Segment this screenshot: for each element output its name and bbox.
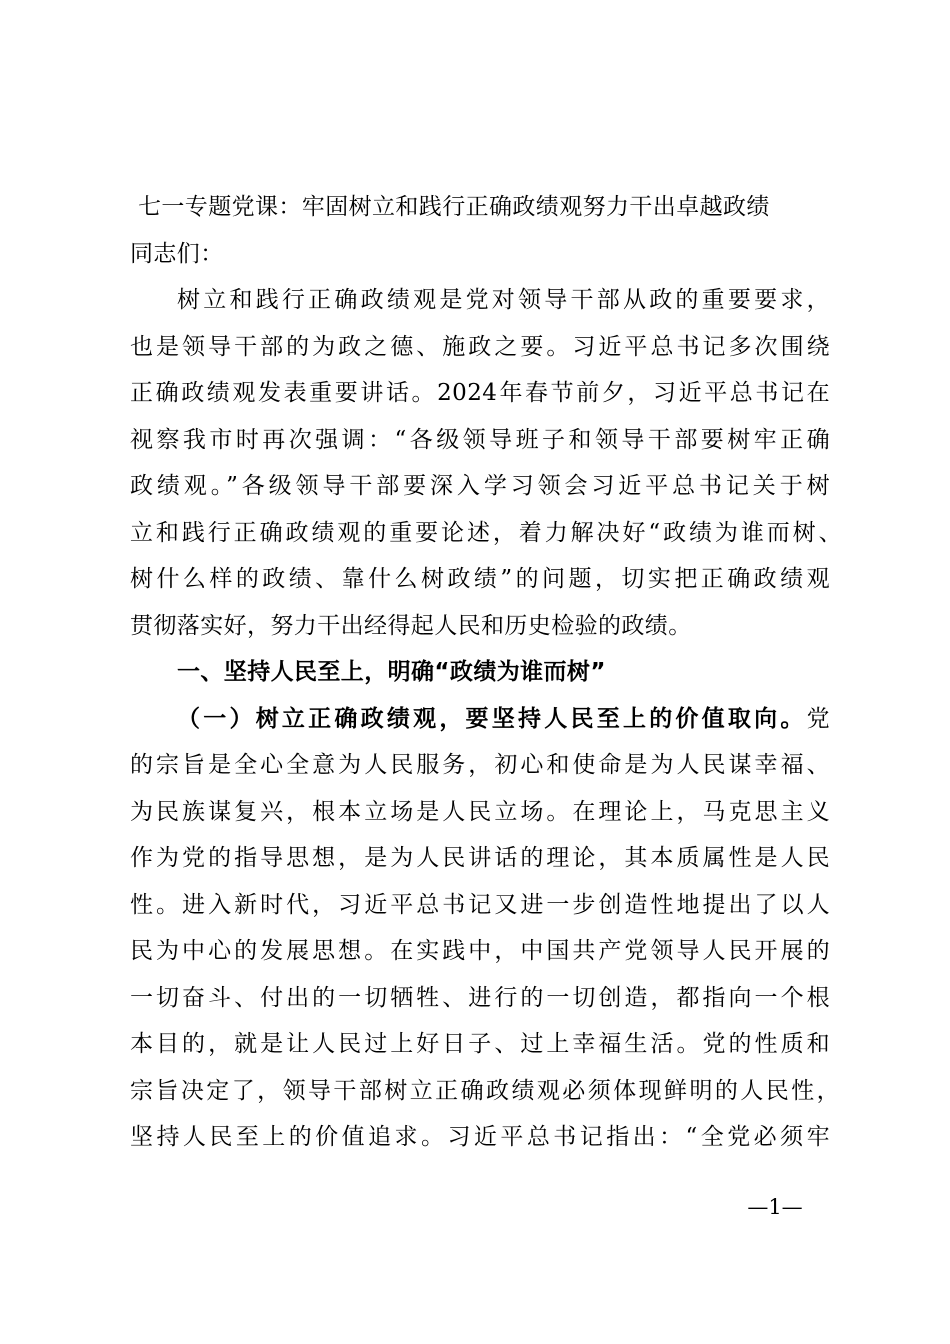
paragraph-line: 作为党的指导思想，是为人民讲话的理论，其本质属性是人民 (130, 845, 830, 871)
paragraph-line: 的宗旨是全心全意为人民服务，初心和使命是为人民谋幸福、 (130, 752, 830, 778)
page-number: —1— (747, 1195, 803, 1219)
paragraph-line: 宗旨决定了，领导干部树立正确政绩观必须体现鲜明的人民性， (130, 1077, 840, 1104)
salutation: 同志们： (130, 240, 224, 267)
paragraph-line: 为民族谋复兴，根本立场是人民立场。在理论上，马克思主义 (130, 798, 830, 825)
paragraph-line: 正确政绩观发表重要讲话。2024年春节前夕，习近平总书记在 (130, 380, 830, 406)
section-heading: 一、坚持人民至上，明确“政绩为谁而树” (177, 659, 606, 685)
paragraph-line: 树立和践行正确政绩观是党对领导干部从政的重要要求， (177, 287, 830, 313)
paragraph-line: 一切奋斗、付出的一切牺牲、进行的一切创造，都指向一个根 (130, 984, 830, 1011)
paragraph-line: 视察我市时再次强调：“各级领导班子和领导干部要树牢正确 (130, 426, 830, 453)
paragraph-line: 树什么样的政绩、靠什么树政绩”的问题，切实把正确政绩观 (130, 566, 830, 592)
document-title: 七一专题党课：牢固树立和践行正确政绩观努力干出卓越政绩 (138, 194, 770, 220)
sub-heading-line (130, 696, 830, 743)
paragraph-line: 民为中心的发展思想。在实践中，中国共产党领导人民开展的 (130, 938, 830, 964)
paragraph-line: 政绩观。”各级领导干部要深入学习领会习近平总书记关于树 (130, 473, 830, 499)
document-body (130, 184, 842, 1161)
paragraph-line: 也是领导干部的为政之德、施政之要。习近平总书记多次围绕 (130, 333, 830, 360)
paragraph-line: 本目的，就是让人民过上好日子、过上幸福生活。党的性质和 (130, 1031, 830, 1057)
paragraph-line: 性。进入新时代，习近平总书记又进一步创造性地提出了以人 (130, 891, 830, 918)
sub-heading-tail: 党 (806, 705, 830, 732)
paragraph-line: 贯彻落实好，努力干出经得起人民和历史检验的政绩。 (130, 612, 692, 639)
paragraph-line: 坚持人民至上的价值追求。习近平总书记指出：“全党必须牢 (130, 1124, 830, 1150)
paragraph-line: 立和践行正确政绩观的重要论述，着力解决好“政绩为谁而树、 (130, 519, 842, 546)
sub-heading: （一）树立正确政绩观，要坚持人民至上的价值取向。 (177, 704, 807, 732)
